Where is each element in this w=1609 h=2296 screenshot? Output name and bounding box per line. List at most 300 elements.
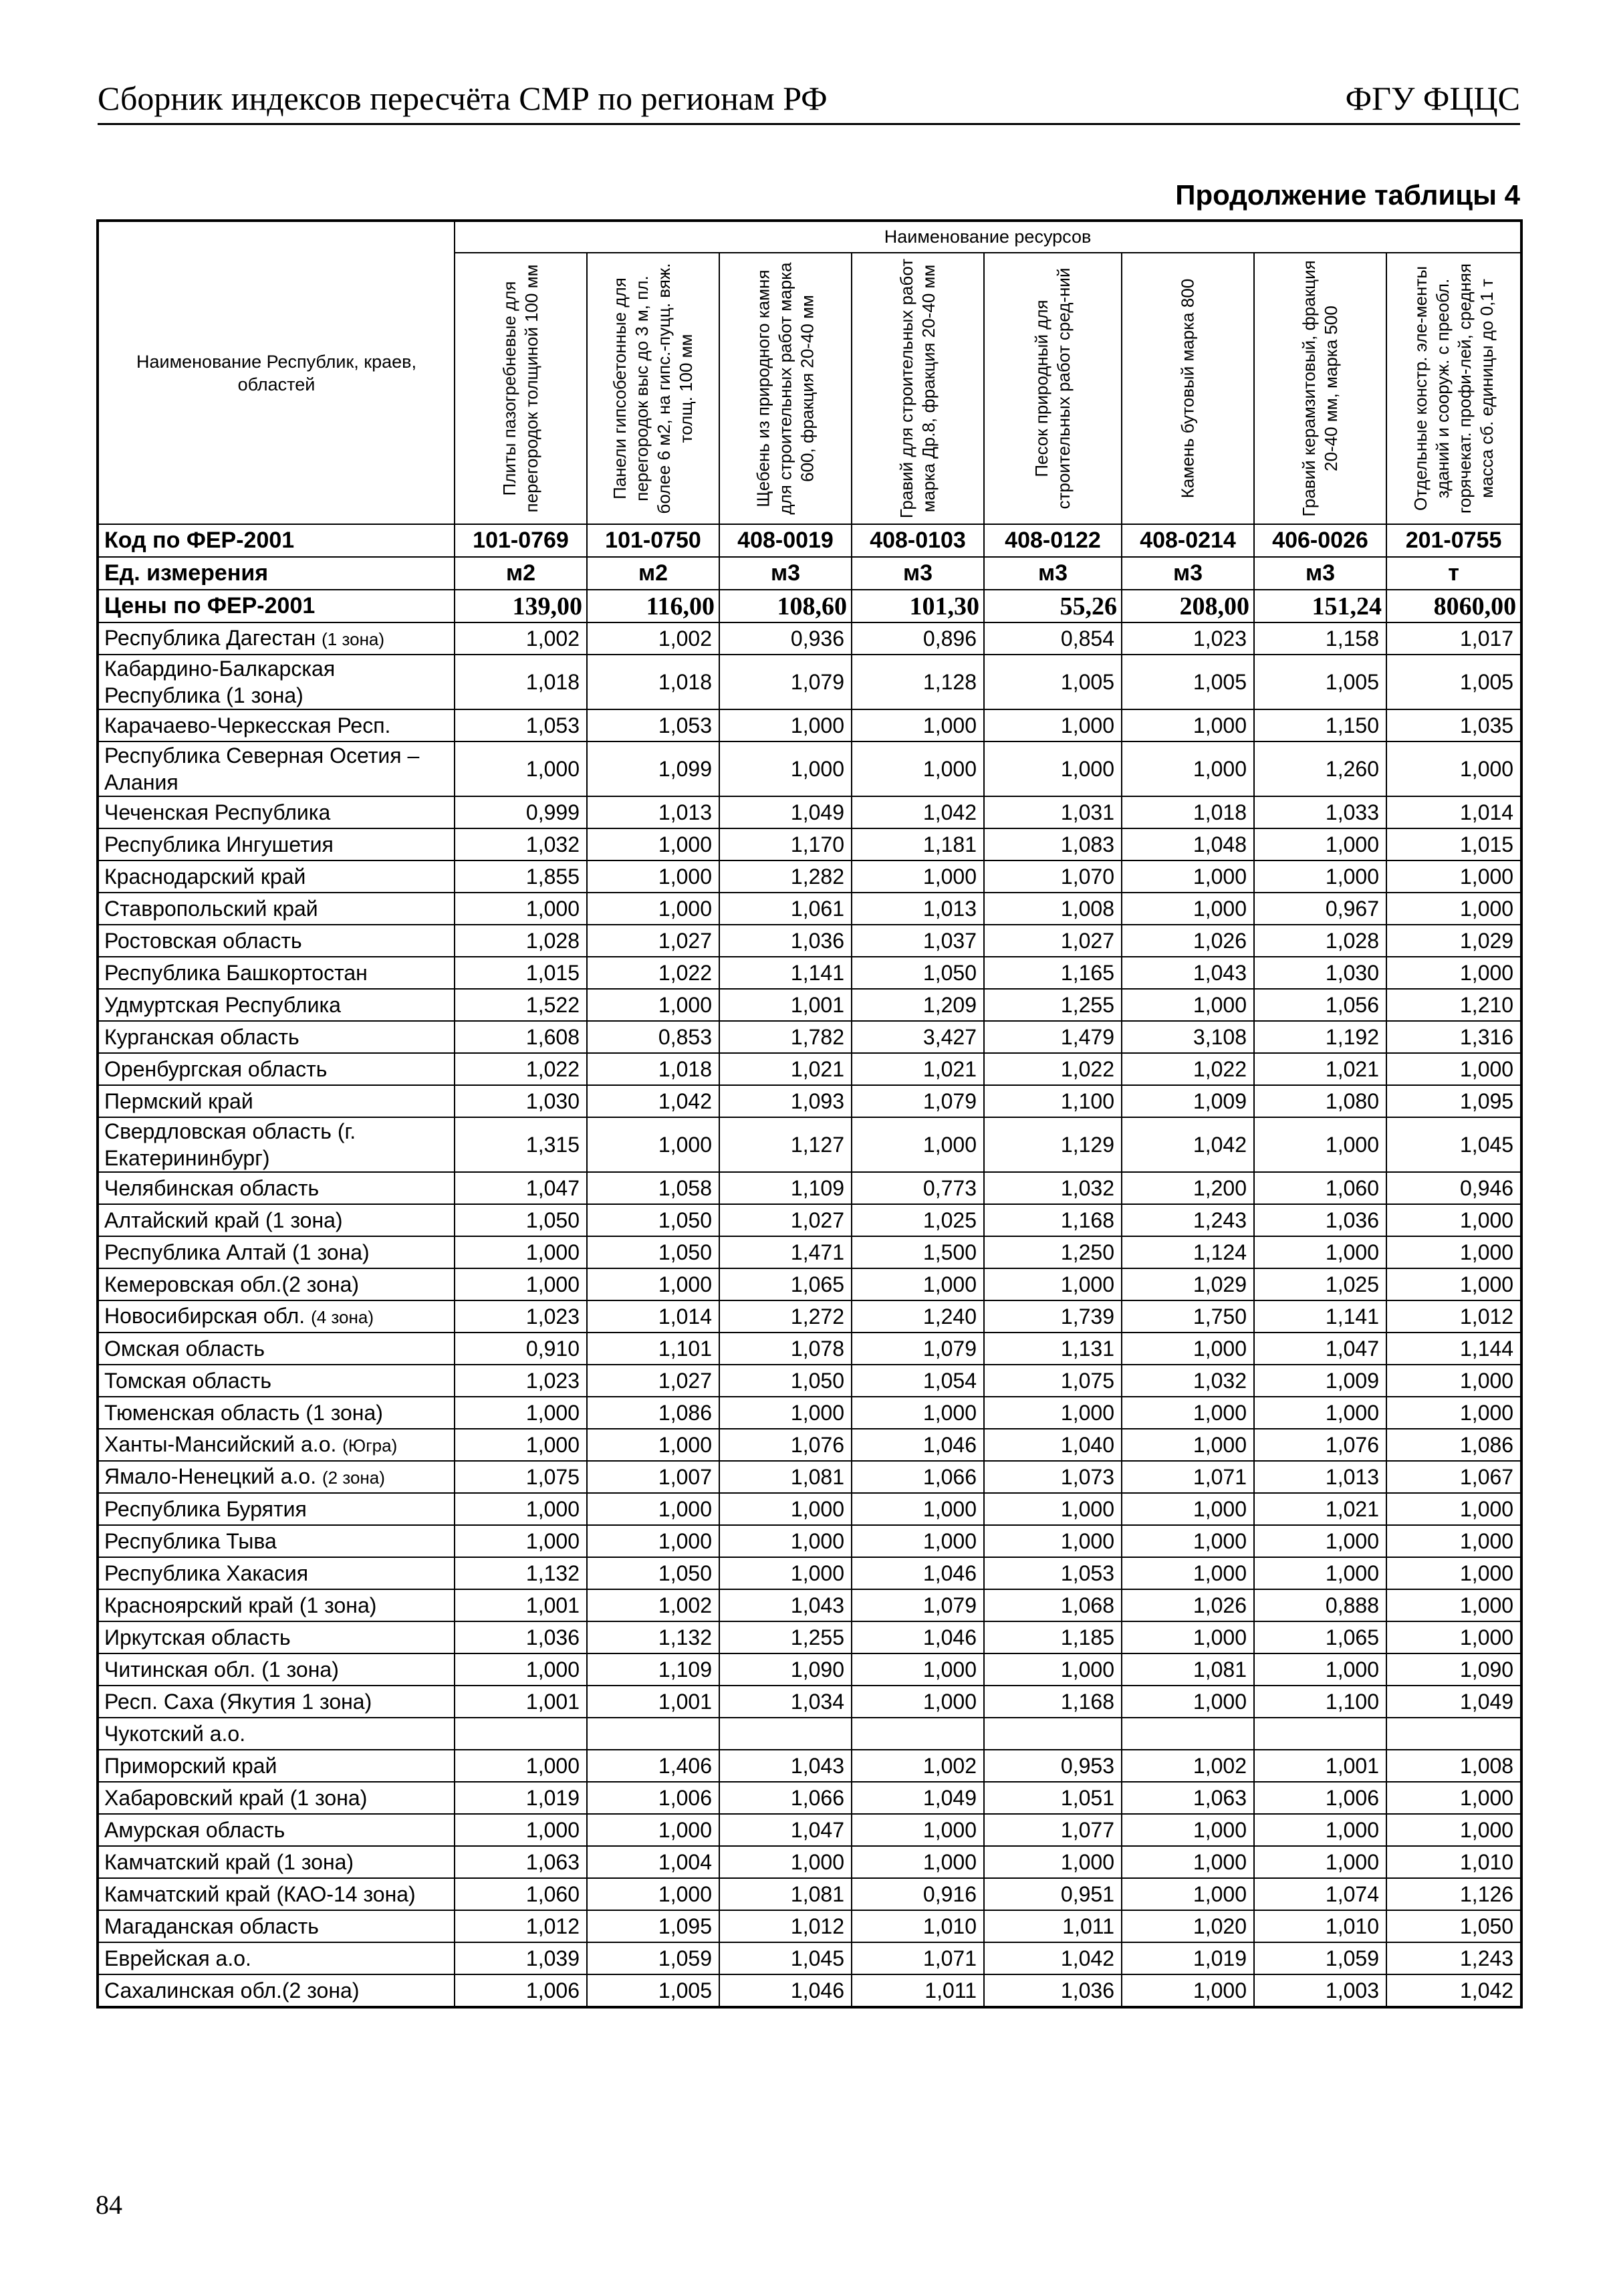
index-value-cell: 1,027 bbox=[984, 925, 1122, 957]
region-name-header: Наименование Республик, краев, областей bbox=[98, 221, 455, 524]
index-value-cell: 1,047 bbox=[719, 1814, 852, 1846]
index-value-cell: 1,002 bbox=[587, 1589, 719, 1621]
index-value-cell: 0,967 bbox=[1254, 893, 1386, 925]
index-value-cell: 1,099 bbox=[587, 741, 719, 796]
table-row bbox=[98, 1300, 1521, 1333]
index-value-cell: 1,034 bbox=[719, 1686, 852, 1718]
index-value-cell: 1,000 bbox=[455, 893, 587, 925]
index-value-cell: 1,128 bbox=[852, 655, 984, 709]
index-value-cell: 1,066 bbox=[852, 1461, 984, 1493]
index-value-cell: 1,039 bbox=[455, 1942, 587, 1974]
price-row-cell: 151,24 bbox=[1254, 590, 1386, 622]
region-name: Хабаровский край (1 зона) bbox=[104, 1786, 368, 1810]
region-name: Магаданская область bbox=[104, 1914, 319, 1938]
index-value-cell: 1,000 bbox=[719, 1397, 852, 1429]
index-value-cell: 1,031 bbox=[984, 796, 1122, 828]
region-name-cell bbox=[98, 1910, 455, 1942]
index-value-cell: 1,010 bbox=[1254, 1910, 1386, 1942]
index-value-cell: 1,272 bbox=[719, 1300, 852, 1333]
region-name: Омская область bbox=[104, 1337, 265, 1361]
index-value-cell: 1,077 bbox=[984, 1814, 1122, 1846]
region-name: Ставропольский край bbox=[104, 897, 318, 921]
index-value-cell: 1,001 bbox=[719, 989, 852, 1021]
code-row-cell: 406-0026 bbox=[1254, 524, 1386, 557]
region-name: Новосибирская обл. bbox=[104, 1304, 305, 1328]
index-value-cell: 1,000 bbox=[1254, 1525, 1386, 1557]
index-value-cell: 1,050 bbox=[455, 1204, 587, 1236]
region-name: Приморский край bbox=[104, 1754, 277, 1778]
index-value-cell: 1,000 bbox=[1122, 860, 1254, 893]
code-row-cell: 408-0103 bbox=[852, 524, 984, 557]
index-value-cell: 1,141 bbox=[719, 957, 852, 989]
index-value-cell: 1,023 bbox=[455, 1300, 587, 1333]
index-value-cell: 1,037 bbox=[852, 925, 984, 957]
index-value-cell: 1,021 bbox=[719, 1053, 852, 1085]
index-value-cell: 1,000 bbox=[1254, 1814, 1386, 1846]
index-value-cell: 1,028 bbox=[1254, 925, 1386, 957]
regional-index-table bbox=[96, 219, 1523, 2008]
index-value-cell: 1,000 bbox=[1254, 1397, 1386, 1429]
index-value-cell: 1,000 bbox=[587, 989, 719, 1021]
index-value-cell: 0,773 bbox=[852, 1172, 984, 1204]
index-value-cell: 1,081 bbox=[719, 1878, 852, 1910]
region-name-cell bbox=[98, 796, 455, 828]
region-name-cell bbox=[98, 1365, 455, 1397]
index-value-cell: 1,005 bbox=[1254, 655, 1386, 709]
index-value-cell: 1,100 bbox=[984, 1085, 1122, 1117]
index-value-cell: 1,021 bbox=[1254, 1053, 1386, 1085]
index-value-cell: 1,045 bbox=[719, 1942, 852, 1974]
index-value-cell: 1,000 bbox=[455, 1268, 587, 1300]
index-value-cell: 1,000 bbox=[1254, 860, 1386, 893]
index-value-cell: 1,608 bbox=[455, 1021, 587, 1053]
index-value-cell bbox=[1386, 1718, 1521, 1750]
region-name: Челябинская область bbox=[104, 1176, 320, 1200]
table-row bbox=[98, 1910, 1521, 1942]
index-value-cell: 1,025 bbox=[852, 1204, 984, 1236]
region-name-cell bbox=[98, 957, 455, 989]
index-value-cell: 1,012 bbox=[719, 1910, 852, 1942]
page-number: 84 bbox=[96, 2190, 122, 2220]
table-row bbox=[98, 1525, 1521, 1557]
index-value-cell: 1,168 bbox=[984, 1686, 1122, 1718]
index-value-cell: 1,050 bbox=[1386, 1910, 1521, 1942]
index-value-cell: 1,000 bbox=[587, 860, 719, 893]
region-name-cell bbox=[98, 1589, 455, 1621]
index-value-cell: 1,032 bbox=[984, 1172, 1122, 1204]
index-value-cell: 1,071 bbox=[852, 1942, 984, 1974]
table-row bbox=[98, 1236, 1521, 1268]
index-value-cell: 0,953 bbox=[984, 1750, 1122, 1782]
region-name: Курганская область bbox=[104, 1025, 299, 1049]
region-name: Республика Дагестан bbox=[104, 626, 316, 650]
region-name-cell bbox=[98, 1333, 455, 1365]
table-row bbox=[98, 709, 1521, 741]
region-name: Тюменская область (1 зона) bbox=[104, 1401, 383, 1425]
index-value-cell: 1,027 bbox=[719, 1204, 852, 1236]
price-row-cell: 55,26 bbox=[984, 590, 1122, 622]
header-organization: ФГУ ФЦЦС bbox=[1345, 80, 1520, 117]
index-value-cell: 1,002 bbox=[455, 622, 587, 655]
index-value-cell: 1,012 bbox=[1386, 1300, 1521, 1333]
region-name-cell bbox=[98, 1878, 455, 1910]
price-row-cell: 8060,00 bbox=[1386, 590, 1521, 622]
price-row-cell: 139,00 bbox=[455, 590, 587, 622]
index-value-cell: 1,086 bbox=[587, 1397, 719, 1429]
index-value-cell: 1,049 bbox=[1386, 1686, 1521, 1718]
region-name: Сахалинская обл.(2 зона) bbox=[104, 1978, 360, 2002]
region-name: Ханты-Мансийский а.о. bbox=[104, 1432, 337, 1456]
index-value-cell: 1,040 bbox=[984, 1429, 1122, 1461]
index-value-cell: 1,000 bbox=[984, 1846, 1122, 1878]
index-value-cell: 1,036 bbox=[719, 925, 852, 957]
table-row bbox=[98, 1718, 1521, 1750]
table-row bbox=[98, 1085, 1521, 1117]
table-row bbox=[98, 957, 1521, 989]
index-value-cell: 1,095 bbox=[587, 1910, 719, 1942]
index-value-cell: 1,000 bbox=[852, 1397, 984, 1429]
index-value-cell: 1,471 bbox=[719, 1236, 852, 1268]
region-name-cell bbox=[98, 860, 455, 893]
index-value-cell: 1,012 bbox=[455, 1910, 587, 1942]
index-value-cell: 1,000 bbox=[852, 709, 984, 741]
index-value-cell bbox=[455, 1718, 587, 1750]
code-row-cell: 101-0750 bbox=[587, 524, 719, 557]
index-value-cell: 1,000 bbox=[1122, 709, 1254, 741]
index-value-cell: 1,026 bbox=[1122, 925, 1254, 957]
index-value-cell: 1,255 bbox=[719, 1621, 852, 1653]
index-value-cell: 1,022 bbox=[984, 1053, 1122, 1085]
table-row bbox=[98, 1021, 1521, 1053]
index-value-cell: 1,050 bbox=[852, 957, 984, 989]
index-value-cell: 1,036 bbox=[1254, 1204, 1386, 1236]
index-value-cell: 3,427 bbox=[852, 1021, 984, 1053]
index-value-cell: 1,049 bbox=[852, 1782, 984, 1814]
index-value-cell: 1,047 bbox=[455, 1172, 587, 1204]
index-value-cell: 0,854 bbox=[984, 622, 1122, 655]
index-value-cell: 1,042 bbox=[1122, 1117, 1254, 1172]
table-row bbox=[98, 1053, 1521, 1085]
index-value-cell: 0,916 bbox=[852, 1878, 984, 1910]
resource-name: Гравий для строительных работ марка Др.8, фракция 20-40 мм bbox=[896, 258, 939, 519]
index-value-cell: 1,000 bbox=[852, 1117, 984, 1172]
index-value-cell: 1,013 bbox=[852, 893, 984, 925]
region-name-cell bbox=[98, 1053, 455, 1085]
index-value-cell: 1,027 bbox=[587, 925, 719, 957]
index-value-cell: 1,000 bbox=[587, 1525, 719, 1557]
index-value-cell: 1,095 bbox=[1386, 1085, 1521, 1117]
index-value-cell: 1,042 bbox=[1386, 1974, 1521, 2007]
region-name: Карачаево-Черкесская Респ. bbox=[104, 713, 391, 737]
index-value-cell: 1,073 bbox=[984, 1461, 1122, 1493]
table-row bbox=[98, 1942, 1521, 1974]
index-value-cell: 1,067 bbox=[1386, 1461, 1521, 1493]
index-value-cell: 1,013 bbox=[1254, 1461, 1386, 1493]
region-name-cell bbox=[98, 1461, 455, 1493]
index-value-cell: 1,000 bbox=[587, 1493, 719, 1525]
index-value-cell: 1,000 bbox=[455, 1397, 587, 1429]
index-value-cell: 1,079 bbox=[852, 1589, 984, 1621]
index-value-cell: 1,010 bbox=[1386, 1846, 1521, 1878]
index-value-cell: 1,063 bbox=[455, 1846, 587, 1878]
region-name: Пермский край bbox=[104, 1089, 253, 1113]
price-row-cell: 108,60 bbox=[719, 590, 852, 622]
index-value-cell: 1,047 bbox=[1254, 1333, 1386, 1365]
index-value-cell: 1,035 bbox=[1386, 709, 1521, 741]
index-value-cell: 1,056 bbox=[1254, 989, 1386, 1021]
table-row bbox=[98, 796, 1521, 828]
index-value-cell: 1,008 bbox=[984, 893, 1122, 925]
index-value-cell: 1,060 bbox=[455, 1878, 587, 1910]
region-name: Камчатский край (КАО-14 зона) bbox=[104, 1882, 416, 1906]
table-row bbox=[98, 1204, 1521, 1236]
index-value-cell: 1,075 bbox=[455, 1461, 587, 1493]
region-zone-note: (1 зона) bbox=[322, 629, 385, 649]
index-value-cell: 1,081 bbox=[719, 1461, 852, 1493]
unit-row-cell: м3 bbox=[852, 557, 984, 590]
price-row-cell: 116,00 bbox=[587, 590, 719, 622]
index-value-cell: 1,011 bbox=[984, 1910, 1122, 1942]
region-name: Свердловская область (г. Екатерининбург) bbox=[104, 1119, 356, 1170]
index-value-cell: 1,005 bbox=[984, 655, 1122, 709]
index-value-cell: 1,000 bbox=[1386, 1621, 1521, 1653]
region-name: Ростовская область bbox=[104, 929, 302, 953]
index-value-cell: 1,210 bbox=[1386, 989, 1521, 1021]
index-value-cell: 1,048 bbox=[1122, 828, 1254, 860]
index-value-cell: 1,000 bbox=[719, 1493, 852, 1525]
index-value-cell: 1,000 bbox=[852, 1493, 984, 1525]
index-value-cell: 1,782 bbox=[719, 1021, 852, 1053]
index-value-cell: 1,059 bbox=[1254, 1942, 1386, 1974]
index-value-cell: 1,132 bbox=[455, 1557, 587, 1589]
index-value-cell: 1,002 bbox=[852, 1750, 984, 1782]
resource-name: Камень бутовый марка 800 bbox=[1177, 278, 1198, 499]
index-value-cell: 1,124 bbox=[1122, 1236, 1254, 1268]
index-value-cell: 1,168 bbox=[984, 1204, 1122, 1236]
table-row bbox=[98, 925, 1521, 957]
index-value-cell: 1,050 bbox=[587, 1204, 719, 1236]
index-value-cell: 1,000 bbox=[1122, 1686, 1254, 1718]
region-name: Респ. Саха (Якутия 1 зона) bbox=[104, 1690, 372, 1714]
index-value-cell: 1,000 bbox=[984, 1268, 1122, 1300]
index-value-cell: 1,522 bbox=[455, 989, 587, 1021]
resource-header-cell bbox=[852, 253, 984, 524]
region-name-cell bbox=[98, 1557, 455, 1589]
index-value-cell bbox=[587, 1718, 719, 1750]
index-value-cell: 1,000 bbox=[1386, 1397, 1521, 1429]
index-value-cell: 1,054 bbox=[852, 1365, 984, 1397]
index-value-cell: 1,020 bbox=[1122, 1910, 1254, 1942]
index-value-cell: 1,086 bbox=[1386, 1429, 1521, 1461]
table-continuation-caption: Продолжение таблицы 4 bbox=[1175, 179, 1520, 211]
region-zone-note: (2 зона) bbox=[322, 1468, 385, 1488]
index-value-cell: 1,101 bbox=[587, 1333, 719, 1365]
resource-name: Отдельные констр. эле-менты зданий и сооруж. с преобл. горячекат. профи-лей, средняя масса сб. единицы до 0,1 т bbox=[1410, 263, 1497, 514]
index-value-cell: 3,108 bbox=[1122, 1021, 1254, 1053]
index-value-cell: 1,075 bbox=[984, 1365, 1122, 1397]
region-name: Республика Тыва bbox=[104, 1529, 277, 1553]
index-value-cell bbox=[984, 1718, 1122, 1750]
index-value-cell: 1,025 bbox=[1254, 1268, 1386, 1300]
region-name-cell bbox=[98, 709, 455, 741]
index-value-cell: 1,100 bbox=[1254, 1686, 1386, 1718]
index-value-cell: 1,165 bbox=[984, 957, 1122, 989]
index-value-cell: 1,243 bbox=[1386, 1942, 1521, 1974]
table-row bbox=[98, 1557, 1521, 1589]
index-value-cell: 1,093 bbox=[719, 1085, 852, 1117]
region-name-cell bbox=[98, 925, 455, 957]
index-value-cell: 1,000 bbox=[1386, 1053, 1521, 1085]
resource-header-cell bbox=[719, 253, 852, 524]
index-value-cell: 1,170 bbox=[719, 828, 852, 860]
unit-row-cell: м2 bbox=[455, 557, 587, 590]
table-row bbox=[98, 1621, 1521, 1653]
index-value-cell: 0,999 bbox=[455, 796, 587, 828]
index-value-cell: 1,000 bbox=[1386, 1204, 1521, 1236]
index-value-cell: 1,068 bbox=[984, 1589, 1122, 1621]
index-value-cell: 1,006 bbox=[587, 1782, 719, 1814]
region-name: Краснодарский край bbox=[104, 865, 306, 889]
index-value-cell: 1,079 bbox=[852, 1333, 984, 1365]
index-value-cell: 1,014 bbox=[587, 1300, 719, 1333]
region-name-cell bbox=[98, 1750, 455, 1782]
index-value-cell: 1,000 bbox=[455, 1429, 587, 1461]
index-value-cell: 1,090 bbox=[719, 1653, 852, 1686]
index-value-cell: 1,000 bbox=[984, 1525, 1122, 1557]
index-value-cell: 1,479 bbox=[984, 1021, 1122, 1053]
index-value-cell: 1,000 bbox=[1122, 741, 1254, 796]
region-name: Республика Бурятия bbox=[104, 1497, 307, 1521]
resource-header-cell bbox=[984, 253, 1122, 524]
index-value-cell: 1,019 bbox=[1122, 1942, 1254, 1974]
index-value-cell: 1,000 bbox=[1386, 1493, 1521, 1525]
region-name: Республика Башкортостан bbox=[104, 961, 368, 985]
index-value-cell: 1,065 bbox=[719, 1268, 852, 1300]
index-value-cell: 1,000 bbox=[984, 1653, 1122, 1686]
index-value-cell: 1,053 bbox=[587, 709, 719, 741]
resource-name: Плиты пазогребневые для перегородок толщиной 100 мм bbox=[499, 264, 541, 513]
region-name-cell bbox=[98, 1021, 455, 1053]
index-value-cell: 1,750 bbox=[1122, 1300, 1254, 1333]
index-value-cell: 1,000 bbox=[1122, 989, 1254, 1021]
resource-header-cell bbox=[455, 253, 587, 524]
index-value-cell: 1,051 bbox=[984, 1782, 1122, 1814]
index-value-cell: 1,043 bbox=[1122, 957, 1254, 989]
table-row bbox=[98, 1172, 1521, 1204]
region-name-cell bbox=[98, 1117, 455, 1172]
region-name: Кемеровская обл.(2 зона) bbox=[104, 1272, 360, 1296]
index-value-cell: 1,080 bbox=[1254, 1085, 1386, 1117]
region-name-cell bbox=[98, 1204, 455, 1236]
region-name-cell bbox=[98, 1085, 455, 1117]
index-value-cell: 1,005 bbox=[587, 1974, 719, 2007]
index-value-cell: 1,009 bbox=[1122, 1085, 1254, 1117]
index-value-cell: 1,000 bbox=[984, 741, 1122, 796]
index-value-cell: 1,042 bbox=[587, 1085, 719, 1117]
index-value-cell: 1,000 bbox=[1122, 1974, 1254, 2007]
index-value-cell: 1,050 bbox=[719, 1365, 852, 1397]
index-value-cell: 1,009 bbox=[1254, 1365, 1386, 1397]
region-name-cell bbox=[98, 1974, 455, 2007]
region-name-cell bbox=[98, 893, 455, 925]
index-value-cell: 1,005 bbox=[1386, 655, 1521, 709]
index-value-cell: 1,004 bbox=[587, 1846, 719, 1878]
index-value-cell: 1,010 bbox=[852, 1910, 984, 1942]
index-value-cell: 1,316 bbox=[1386, 1021, 1521, 1053]
region-name: Чукотский а.о. bbox=[104, 1722, 246, 1746]
index-value-cell: 1,109 bbox=[719, 1172, 852, 1204]
index-value-cell: 1,070 bbox=[984, 860, 1122, 893]
region-name-cell bbox=[98, 1782, 455, 1814]
index-value-cell bbox=[1254, 1718, 1386, 1750]
index-value-cell: 1,027 bbox=[587, 1365, 719, 1397]
table-row bbox=[98, 1461, 1521, 1493]
index-value-cell: 1,000 bbox=[1122, 1333, 1254, 1365]
resource-name: Щебень из природного камня для строительных работ марка 600, фракция 20-40 мм bbox=[753, 262, 818, 515]
region-name-cell bbox=[98, 1397, 455, 1429]
region-name-cell bbox=[98, 741, 455, 796]
region-name-cell bbox=[98, 1653, 455, 1686]
table-row bbox=[98, 1846, 1521, 1878]
index-value-cell: 1,022 bbox=[1122, 1053, 1254, 1085]
index-value-cell: 1,109 bbox=[587, 1653, 719, 1686]
price-row-label: Цены по ФЕР-2001 bbox=[98, 590, 455, 622]
resource-header-cell bbox=[1122, 253, 1254, 524]
index-value-cell: 1,158 bbox=[1254, 622, 1386, 655]
index-value-cell: 1,014 bbox=[1386, 796, 1521, 828]
index-value-cell: 1,000 bbox=[1254, 1653, 1386, 1686]
index-value-cell: 1,000 bbox=[719, 1557, 852, 1589]
region-zone-note: (4 зона) bbox=[311, 1307, 374, 1327]
index-value-cell: 1,018 bbox=[587, 655, 719, 709]
code-row-label: Код по ФЕР-2001 bbox=[98, 524, 455, 557]
index-value-cell: 1,192 bbox=[1254, 1021, 1386, 1053]
index-value-cell: 1,240 bbox=[852, 1300, 984, 1333]
code-row-cell: 408-0214 bbox=[1122, 524, 1254, 557]
index-value-cell: 1,000 bbox=[1386, 1365, 1521, 1397]
region-name: Камчатский край (1 зона) bbox=[104, 1850, 354, 1874]
index-value-cell: 1,000 bbox=[587, 1429, 719, 1461]
region-name-cell bbox=[98, 1814, 455, 1846]
index-value-cell: 1,000 bbox=[1386, 1525, 1521, 1557]
index-value-cell: 1,053 bbox=[455, 709, 587, 741]
index-value-cell: 1,000 bbox=[1122, 893, 1254, 925]
index-value-cell: 1,200 bbox=[1122, 1172, 1254, 1204]
index-value-cell: 1,003 bbox=[1254, 1974, 1386, 2007]
index-value-cell: 1,000 bbox=[984, 709, 1122, 741]
index-value-cell: 1,046 bbox=[852, 1621, 984, 1653]
index-value-cell: 1,255 bbox=[984, 989, 1122, 1021]
price-row-cell: 101,30 bbox=[852, 590, 984, 622]
index-value-cell: 1,141 bbox=[1254, 1300, 1386, 1333]
index-value-cell: 1,015 bbox=[1386, 828, 1521, 860]
unit-row-cell: м3 bbox=[719, 557, 852, 590]
index-value-cell: 1,144 bbox=[1386, 1333, 1521, 1365]
index-value-cell: 1,000 bbox=[719, 1525, 852, 1557]
index-value-cell: 1,065 bbox=[1254, 1621, 1386, 1653]
index-value-cell: 1,011 bbox=[852, 1974, 984, 2007]
region-name: Оренбургская область bbox=[104, 1057, 328, 1081]
index-value-cell: 1,059 bbox=[587, 1942, 719, 1974]
index-value-cell: 1,043 bbox=[719, 1589, 852, 1621]
index-value-cell: 1,126 bbox=[1386, 1878, 1521, 1910]
index-value-cell: 1,030 bbox=[1254, 957, 1386, 989]
table-row bbox=[98, 1365, 1521, 1397]
price-row-cell: 208,00 bbox=[1122, 590, 1254, 622]
region-name: Иркутская область bbox=[104, 1625, 291, 1649]
index-value-cell: 1,132 bbox=[587, 1621, 719, 1653]
index-value-cell: 1,000 bbox=[1254, 828, 1386, 860]
